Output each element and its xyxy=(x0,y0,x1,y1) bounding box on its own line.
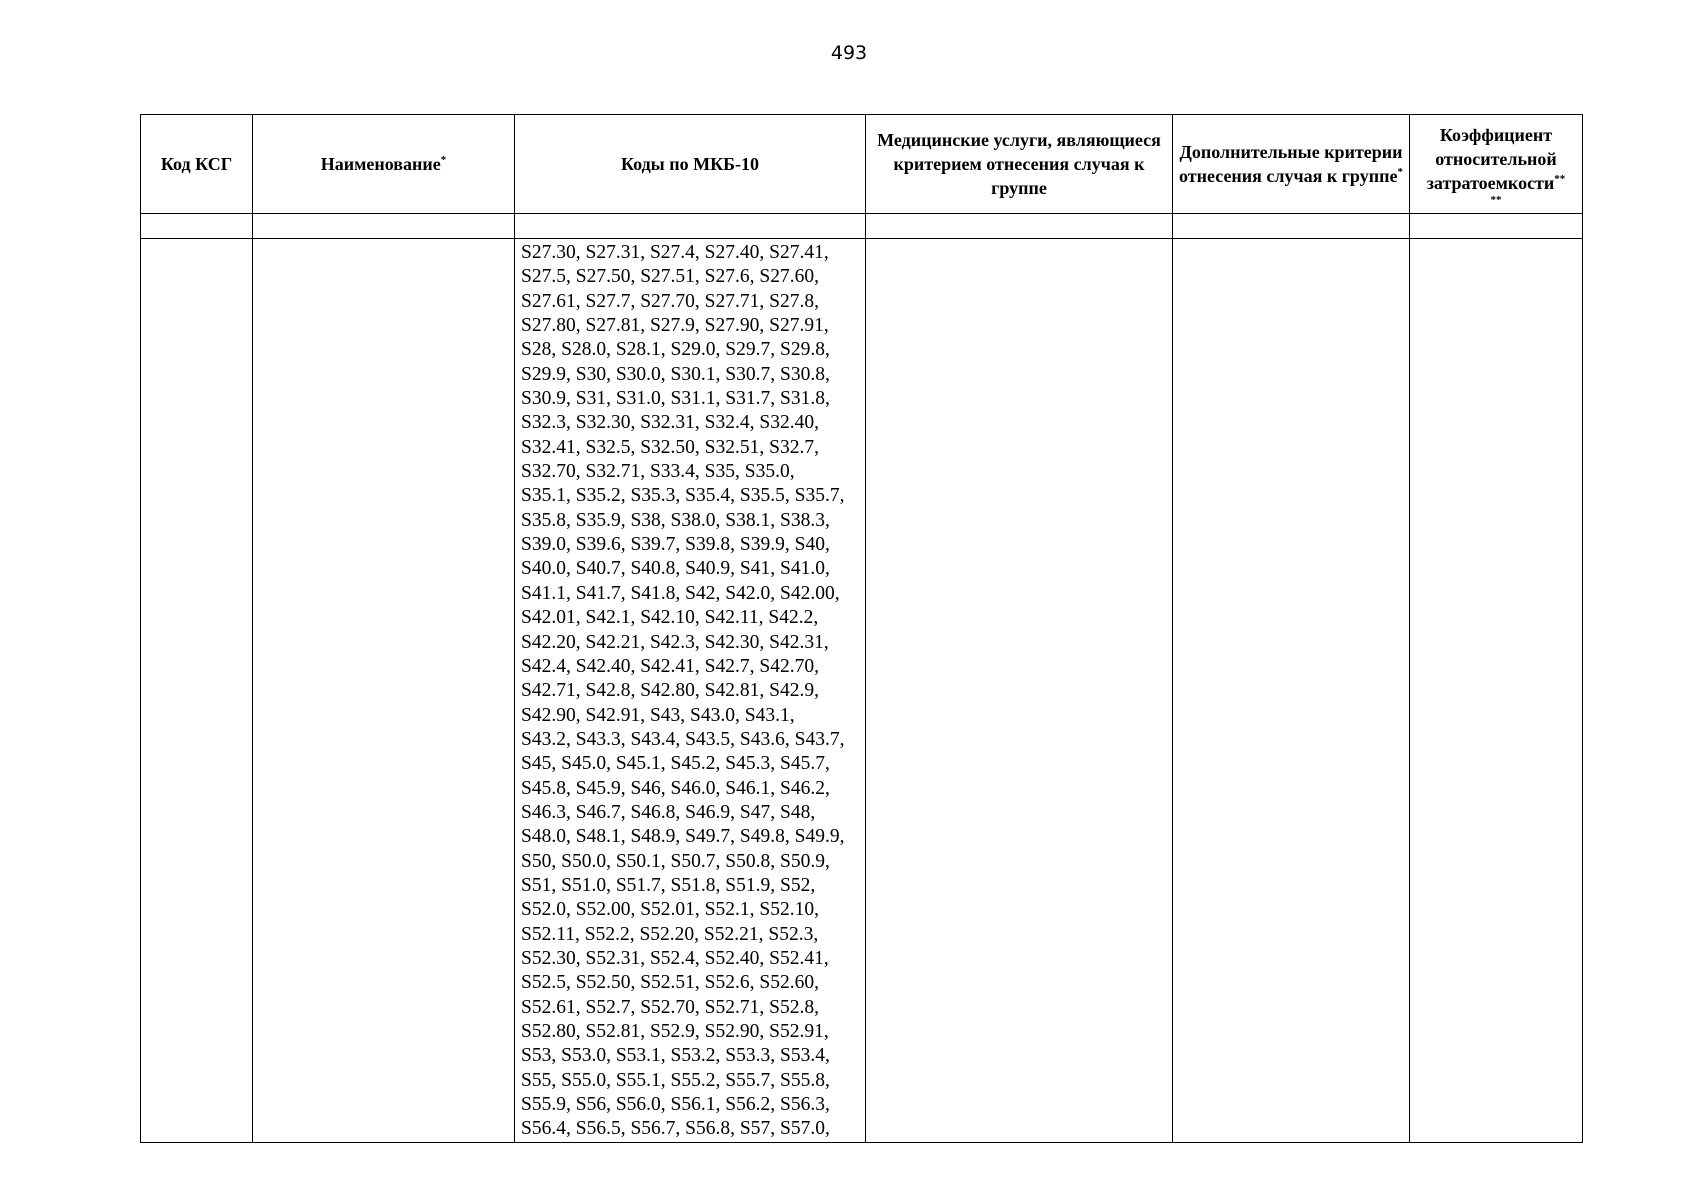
icd10-code-line: S51, S51.0, S51.7, S51.8, S51.9, S52, xyxy=(521,874,816,896)
icd10-code-line: S52.80, S52.81, S52.9, S52.90, S52.91, xyxy=(521,1021,829,1042)
page-number: 493 xyxy=(830,42,868,64)
icd10-code-line: S45.8, S45.9, S46, S46.0, S46.1, S46.2, xyxy=(521,777,830,799)
icd10-code-line: S40.0, S40.7, S40.8, S40.9, S41, S41.0, xyxy=(521,558,830,580)
header-cost-coefficient-label: Коэффициент относительной затратоемкости xyxy=(1426,125,1557,193)
table-cell xyxy=(141,214,253,239)
icd10-code-line: S39.0, S39.6, S39.7, S39.8, S39.9, S40, xyxy=(521,534,830,556)
icd10-code-line: S27.61, S27.7, S27.70, S27.71, S27.8, xyxy=(521,290,819,312)
icd10-code-line: S52.61, S52.7, S52.70, S52.71, S52.8, xyxy=(521,996,819,1018)
icd10-code-list xyxy=(515,239,865,1142)
icd10-code-line: S35.8, S35.9, S38, S38.0, S38.1, S38.3, xyxy=(521,509,830,531)
icd10-codes-cell xyxy=(515,239,866,1143)
header-ksg-code xyxy=(141,115,253,214)
icd10-code-line: S27.80, S27.81, S27.9, S27.90, S27.91, xyxy=(521,315,829,337)
table-row xyxy=(141,239,1583,1143)
icd10-code-line: S42.4, S42.40, S42.41, S42.7, S42.70, xyxy=(521,655,819,677)
icd10-code-line: S42.71, S42.8, S42.80, S42.81, S42.9, xyxy=(521,680,819,702)
header-name-footnote-mark: * xyxy=(440,154,447,166)
icd10-code-line: S42.01, S42.1, S42.10, S42.11, S42.2, xyxy=(521,607,819,629)
numbering-row xyxy=(141,214,1583,239)
header-icd10-codes-label: Коды по МКБ-10 xyxy=(620,154,760,174)
icd10-code-line: S52.11, S52.2, S52.20, S52.21, S52.3, xyxy=(521,923,819,945)
header-cost-coefficient-footnote-mark-2: ** xyxy=(1490,194,1502,206)
cost-coefficient-cell xyxy=(1410,239,1583,1143)
icd10-code-line: S52.5, S52.50, S52.51, S52.6, S52.60, xyxy=(521,972,819,994)
icd10-code-line: S52.0, S52.00, S52.01, S52.1, S52.10, xyxy=(521,899,819,921)
medical-services-cell xyxy=(866,239,1173,1143)
icd10-code-line: S46.3, S46.7, S46.8, S46.9, S47, S48, xyxy=(521,801,816,823)
header-additional-criteria-label: Дополнительные критерии отнесения случая к группе xyxy=(1179,142,1403,186)
icd10-code-line: S41.1, S41.7, S41.8, S42, S42.0, S42.00, xyxy=(521,582,840,604)
table-cell xyxy=(253,214,515,239)
icd10-code-line: S32.3, S32.30, S32.31, S32.4, S32.40, xyxy=(521,412,819,434)
header-cost-coefficient-footnote-mark: ** xyxy=(1554,173,1566,185)
table-cell xyxy=(515,214,866,239)
ksg-table xyxy=(140,114,1583,1143)
header-icd10-codes xyxy=(515,115,866,214)
header-name xyxy=(253,115,515,214)
header-ksg-code-label: Код КСГ xyxy=(160,154,233,174)
header-additional-criteria xyxy=(1173,115,1410,214)
table-cell xyxy=(866,214,1173,239)
icd10-code-line: S42.20, S42.21, S42.3, S42.30, S42.31, xyxy=(521,631,829,653)
icd10-code-line: S43.2, S43.3, S43.4, S43.5, S43.6, S43.7, xyxy=(521,728,845,750)
icd10-code-line: S48.0, S48.1, S48.9, S49.7, S49.8, S49.9, xyxy=(521,826,845,848)
header-medical-services xyxy=(866,115,1173,214)
icd10-code-line: S45, S45.0, S45.1, S45.2, S45.3, S45.7, xyxy=(521,753,830,775)
ksg-code-cell xyxy=(141,239,253,1143)
table-cell xyxy=(1410,214,1583,239)
header-row xyxy=(141,115,1583,214)
icd10-code-line: S55.9, S56, S56.0, S56.1, S56.2, S56.3, xyxy=(521,1094,830,1116)
icd10-code-line: S56.4, S56.5, S56.7, S56.8, S57, S57.0, xyxy=(521,1118,830,1140)
header-additional-criteria-footnote-mark: * xyxy=(1397,166,1403,178)
table-cell xyxy=(1173,214,1410,239)
icd10-code-line: S32.41, S32.5, S32.50, S32.51, S32.7, xyxy=(521,436,819,458)
icd10-code-line: S42.90, S42.91, S43, S43.0, S43.1, xyxy=(521,704,795,726)
icd10-code-line: S27.5, S27.50, S27.51, S27.6, S27.60, xyxy=(521,266,819,288)
icd10-code-line: S30.9, S31, S31.0, S31.1, S31.7, S31.8, xyxy=(521,388,830,410)
icd10-code-line: S29.9, S30, S30.0, S30.1, S30.7, S30.8, xyxy=(521,363,830,385)
header-medical-services-label: Медицинские услуги, являющиеся критерием отнесения случая к группе xyxy=(877,130,1161,198)
header-cost-coefficient xyxy=(1410,115,1583,214)
header-name-label: Наименование xyxy=(320,154,441,174)
additional-criteria-cell xyxy=(1173,239,1410,1143)
name-cell xyxy=(253,239,515,1143)
icd10-code-line: S50, S50.0, S50.1, S50.7, S50.8, S50.9, xyxy=(521,850,830,872)
icd10-code-line: S32.70, S32.71, S33.4, S35, S35.0, xyxy=(521,461,795,483)
icd10-code-line: S27.30, S27.31, S27.4, S27.40, S27.41, xyxy=(521,242,829,263)
icd10-code-line: S52.30, S52.31, S52.4, S52.40, S52.41, xyxy=(521,947,829,969)
icd10-code-line: S55, S55.0, S55.1, S55.2, S55.7, S55.8, xyxy=(521,1069,830,1091)
icd10-code-line: S53, S53.0, S53.1, S53.2, S53.3, S53.4, xyxy=(521,1045,830,1067)
icd10-code-line: S35.1, S35.2, S35.3, S35.4, S35.5, S35.7, xyxy=(521,485,845,507)
icd10-code-line: S28, S28.0, S28.1, S29.0, S29.7, S29.8, xyxy=(521,339,830,361)
